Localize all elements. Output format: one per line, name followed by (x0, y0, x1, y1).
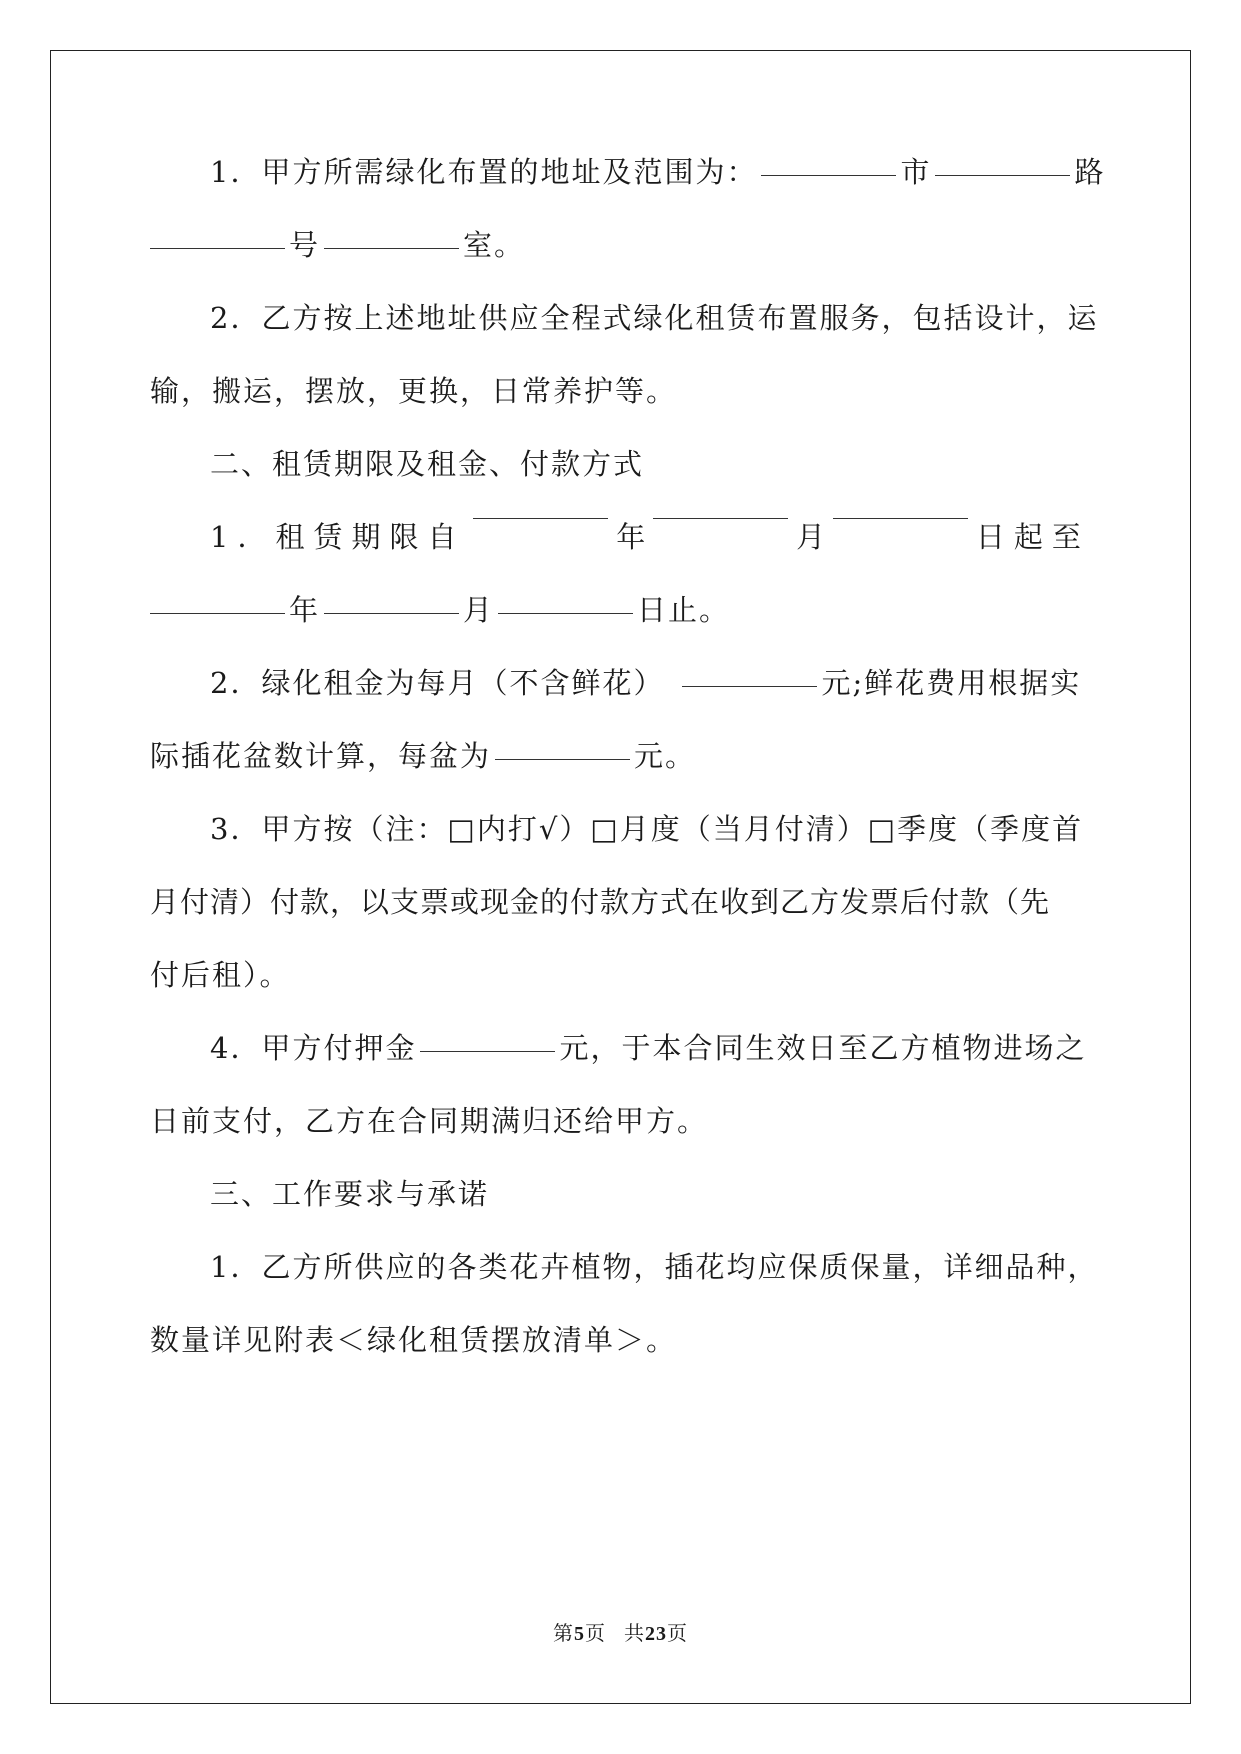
fill-blank (324, 612, 459, 614)
clause-line: 月付清）付款，以支票或现金的付款方式在收到乙方发票后付款（先 (150, 885, 1051, 919)
fill-blank (761, 174, 896, 176)
text-segment: 2．绿化租金为每月（不含鲜花） (210, 666, 665, 700)
text-segment: 号 (289, 228, 321, 262)
clause-line (150, 152, 1106, 192)
text-segment: 市 (900, 155, 932, 189)
section-heading: 二、租赁期限及租金、付款方式 (210, 447, 645, 481)
text-segment: 路 (1074, 155, 1106, 189)
clause-line (150, 590, 1090, 630)
text-segment: 1．租赁期限自 (210, 520, 466, 554)
footer-page-number: 5 (574, 1623, 585, 1645)
footer-total-unit: 页 (667, 1621, 688, 1645)
footer-total-pages: 23 (645, 1623, 667, 1645)
footer-page-label: 第 (553, 1621, 574, 1645)
text-segment: 元，于本合同生效日至乙方植物进场之 (559, 1031, 1087, 1065)
fill-blank (935, 174, 1070, 176)
footer-total-label: 共 (624, 1621, 645, 1645)
text-segment: 日止。 (637, 593, 731, 627)
clause-line: 付后租）。 (150, 958, 291, 992)
fill-blank (150, 612, 285, 614)
section-heading: 三、工作要求与承诺 (210, 1177, 490, 1211)
text-segment: 1．甲方所需绿化布置的地址及范围为： (210, 155, 758, 189)
text-segment: 年 (616, 520, 646, 554)
text-segment: 室。 (463, 228, 526, 262)
text-segment: 月 (796, 520, 826, 554)
clause-line (150, 736, 1090, 776)
clause-line (150, 1028, 1090, 1068)
text-segment: 际插花盆数计算，每盆为 (150, 739, 492, 773)
fill-blank (495, 758, 630, 760)
clause-line (150, 663, 1090, 703)
text-segment: 年 (289, 593, 321, 627)
text-segment: 元;鲜花费用根据实 (821, 666, 1082, 700)
text-segment: 日起至 (975, 520, 1090, 554)
clause-line: 2．乙方按上述地址供应全程式绿化租赁布置服务，包括设计，运 (210, 301, 1099, 335)
clause-line: 数量详见附表＜绿化租赁摆放清单＞。 (150, 1323, 678, 1357)
clause-line (150, 225, 1090, 265)
page-footer (0, 1617, 1241, 1646)
text-segment: 月 (463, 593, 495, 627)
clause-line: 1．乙方所供应的各类花卉植物，插花均应保质保量，详细品种， (210, 1250, 1099, 1284)
text-segment: 4．甲方付押金 (210, 1031, 417, 1065)
text-segment: 元。 (634, 739, 697, 773)
fill-blank (150, 247, 285, 249)
fill-blank (473, 517, 608, 519)
fill-blank (653, 517, 788, 519)
clause-line: 日前支付，乙方在合同期满归还给甲方。 (150, 1104, 709, 1138)
fill-blank (498, 612, 633, 614)
fill-blank (682, 685, 817, 687)
fill-blank (324, 247, 459, 249)
clause-line (150, 517, 1090, 557)
fill-blank (833, 517, 968, 519)
clause-line: 3．甲方按（注：□内打√）□月度（当月付清）□季度（季度首 (210, 812, 1084, 846)
fill-blank (420, 1050, 555, 1052)
clause-line: 输，搬运，摆放，更换，日常养护等。 (150, 374, 678, 408)
footer-page-unit: 页 (585, 1621, 606, 1645)
